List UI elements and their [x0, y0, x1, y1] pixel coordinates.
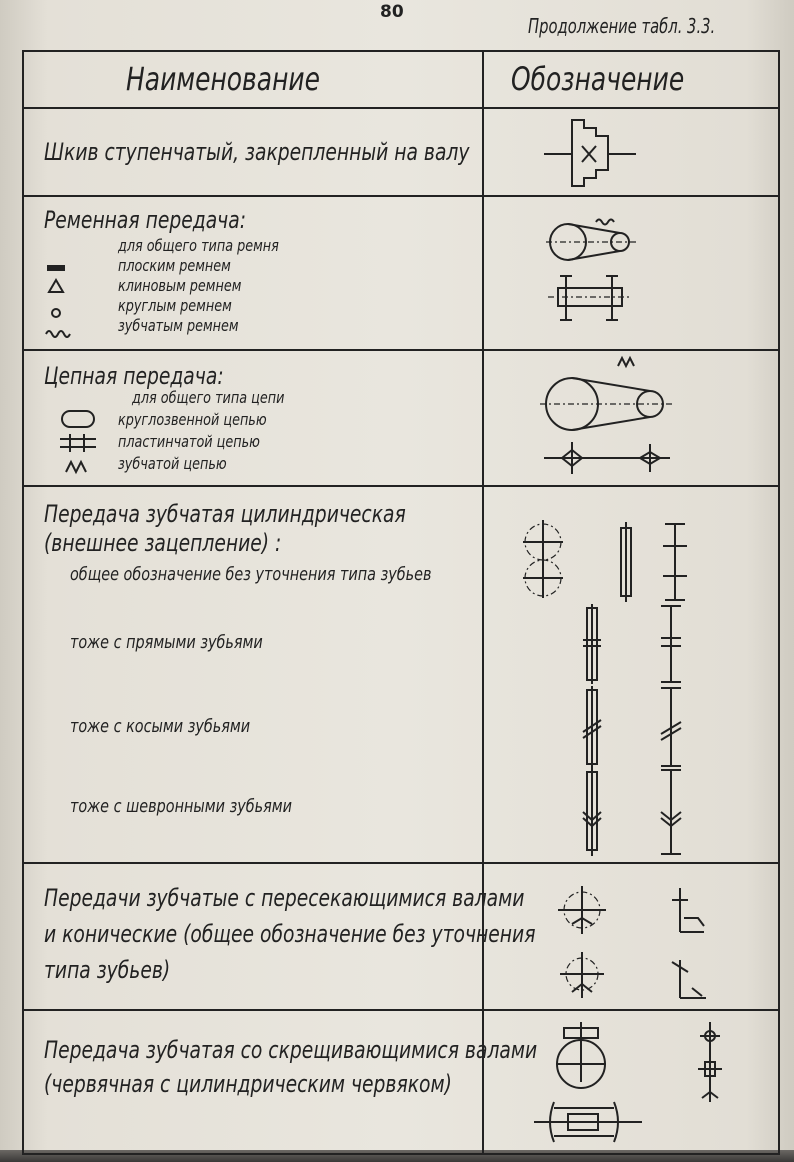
- spur-gear-symbols: [519, 520, 719, 860]
- belt-item: плоским ремнем: [118, 256, 231, 275]
- belt-item: зубчатым ремнем: [118, 316, 239, 335]
- pulley-title: Шкив ступенчатый, закрепленный на валу: [44, 138, 470, 166]
- chain-item: для общего типа цепи: [132, 388, 285, 407]
- row-divider: [24, 349, 778, 351]
- spur-item: тоже с шевронными зубьями: [70, 796, 293, 817]
- worm-gear-symbols: [534, 1022, 754, 1152]
- belt-item: для общего типа ремня: [118, 236, 279, 255]
- belt-item: клиновым ремнем: [118, 276, 242, 295]
- symbols-table: [22, 50, 780, 1155]
- bevel-gear-symbols: [544, 880, 744, 1010]
- worm-line1: Передача зубчатая со скрещивающимися валами: [44, 1036, 538, 1064]
- spur-title-line1: Передача зубчатая цилиндрическая: [44, 500, 406, 528]
- belt-drive-symbol: [546, 212, 646, 332]
- chain-item: круглозвенной цепью: [118, 410, 267, 429]
- spur-item: общее обозначение без уточнения типа зубьев: [70, 564, 432, 585]
- stepped-pulley-symbol: [544, 114, 644, 194]
- belt-title: Ременная передача:: [44, 206, 247, 234]
- column-divider: [482, 52, 484, 1153]
- belt-item: круглым ремнем: [118, 296, 232, 315]
- header-designation: Обозначение: [511, 60, 685, 98]
- continuation-label: Продолжение табл. 3.3.: [528, 14, 716, 38]
- spur-item: тоже с прямыми зубьями: [70, 632, 263, 653]
- spur-title-line2: (внешнее зацепление) :: [44, 529, 282, 557]
- belt-type-marks-icon: [44, 252, 104, 342]
- chain-type-marks-icon: [58, 407, 108, 482]
- chain-item: зубчатой цепью: [118, 454, 227, 473]
- row-divider: [24, 862, 778, 864]
- page-number: 80: [380, 2, 404, 22]
- header-name: Наименование: [126, 60, 320, 98]
- header-divider: [24, 107, 778, 109]
- chain-drive-symbol: [540, 358, 680, 478]
- bevel-line2: и конические (общее обозначение без уточнения: [44, 920, 536, 948]
- row-divider: [24, 195, 778, 197]
- chain-title: Цепная передача:: [44, 362, 224, 390]
- spur-item: тоже с косыми зубьями: [70, 716, 251, 737]
- bevel-line3: типа зубьев): [44, 956, 171, 984]
- bevel-line1: Передачи зубчатые с пересекающимися валами: [44, 884, 525, 912]
- chain-item: пластинчатой цепью: [118, 432, 260, 451]
- row-divider: [24, 485, 778, 487]
- worm-line2: (червячная с цилиндрическим червяком): [44, 1070, 452, 1098]
